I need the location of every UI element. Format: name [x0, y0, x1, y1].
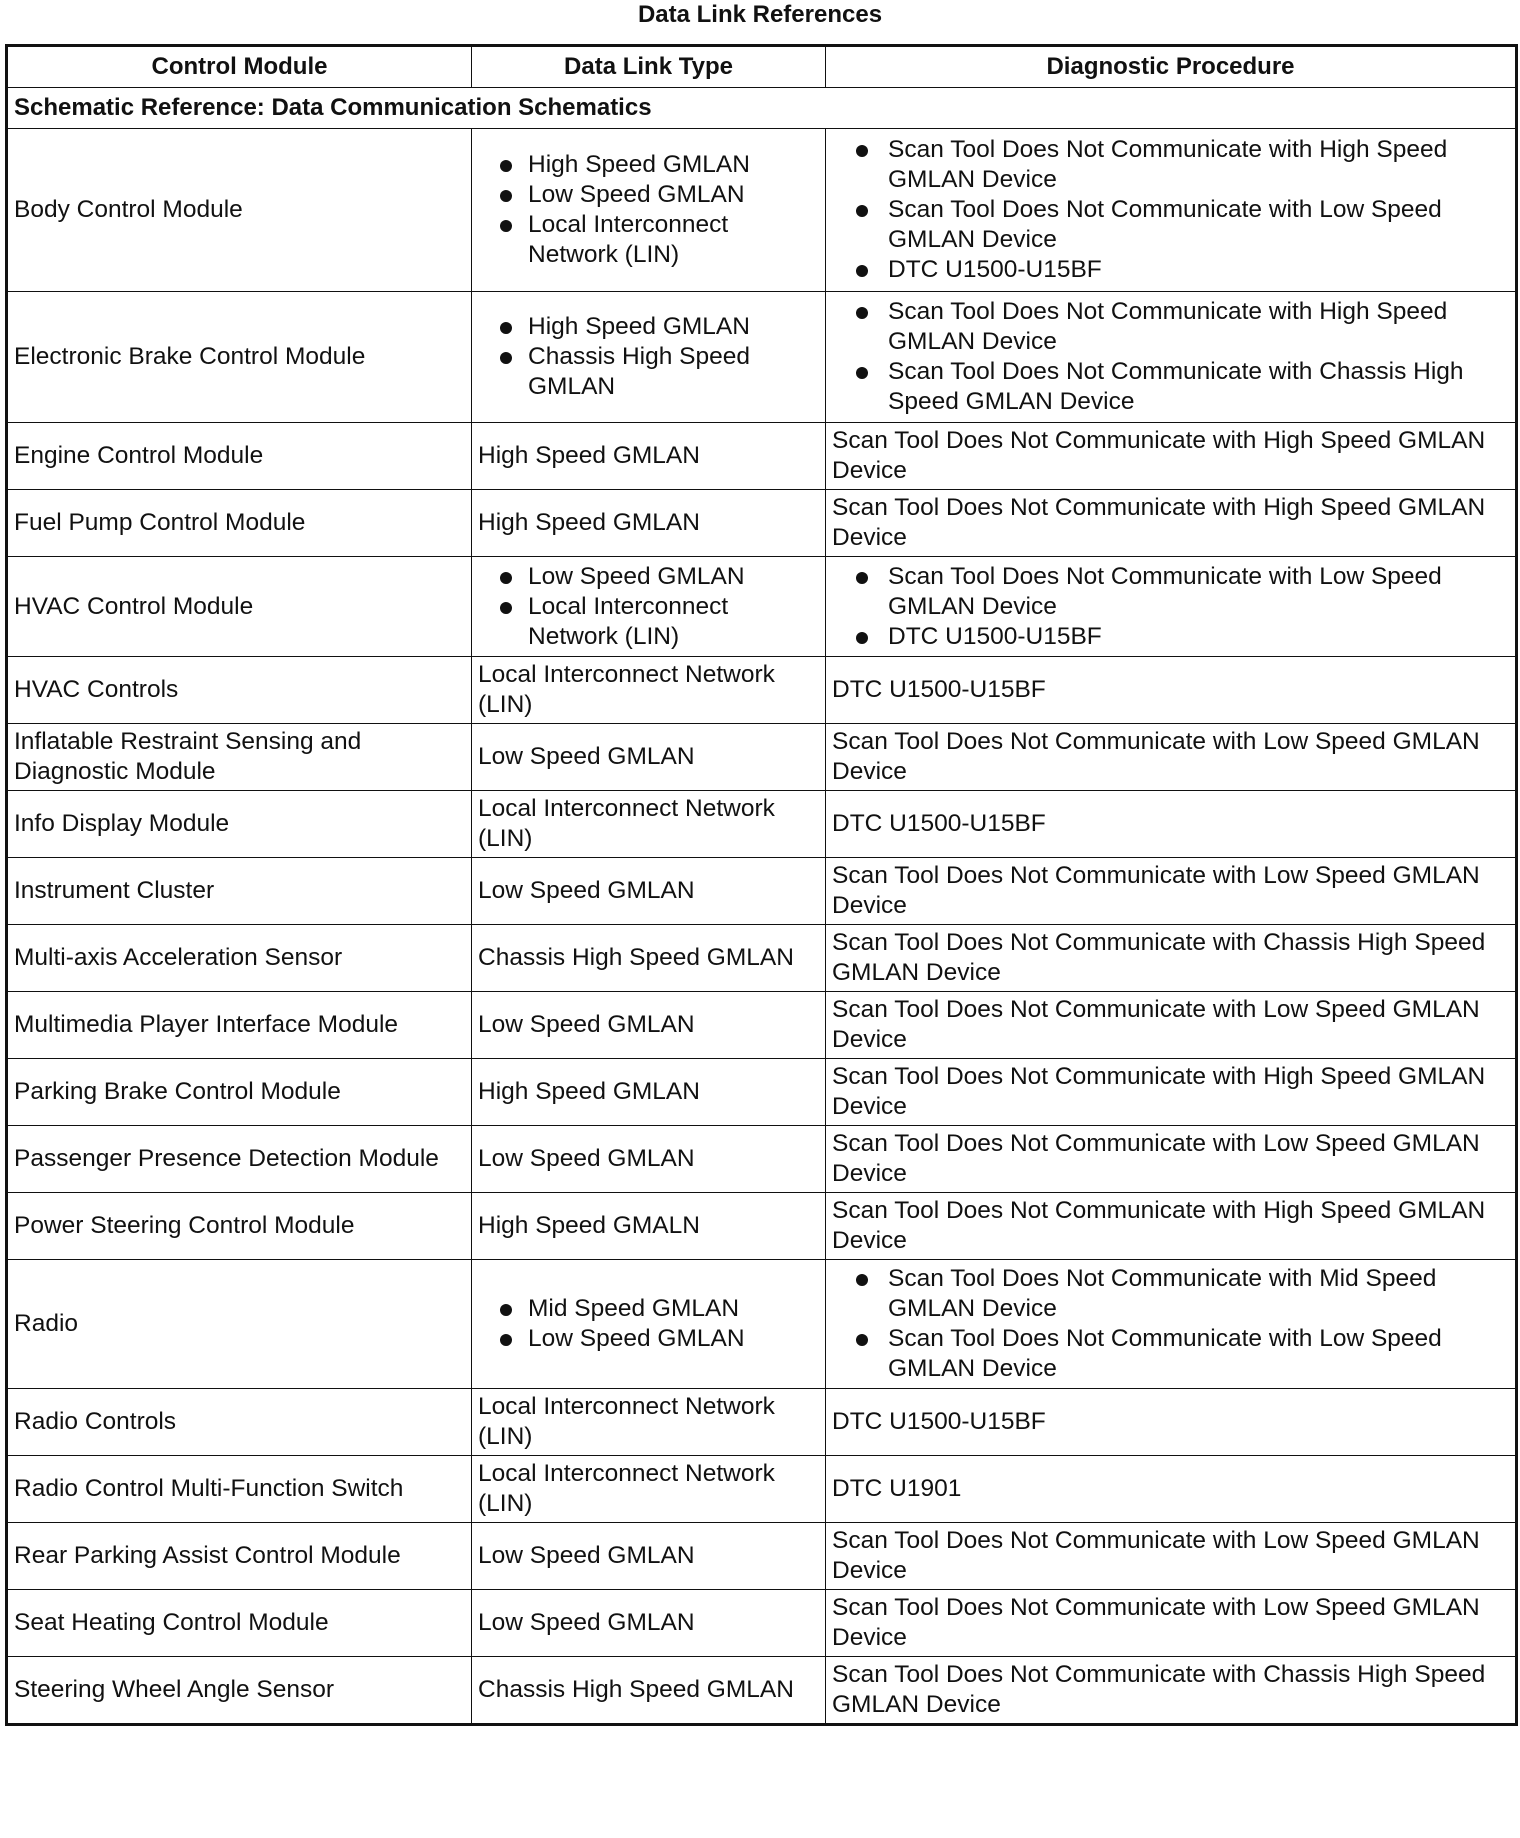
module-cell: Radio Control Multi-Function Switch — [7, 1456, 472, 1523]
link-type-item: Mid Speed GMLAN — [478, 1294, 819, 1324]
module-cell: HVAC Controls — [7, 657, 472, 724]
link-type-cell: Local Interconnect Network (LIN) — [472, 657, 826, 724]
procedure-item: DTC U1500-U15BF — [832, 255, 1509, 285]
link-type-cell: Local Interconnect Network (LIN) — [472, 791, 826, 858]
procedure-cell: DTC U1901 — [826, 1456, 1517, 1523]
table-row — [7, 490, 1517, 557]
header-data-link-type: Data Link Type — [472, 46, 826, 88]
table-row — [7, 1126, 1517, 1193]
link-type-cell — [472, 292, 826, 423]
page-title: Data Link References — [637, 1, 883, 28]
module-cell: Info Display Module — [7, 791, 472, 858]
procedure-cell: DTC U1500-U15BF — [826, 657, 1517, 724]
module-cell: Passenger Presence Detection Module — [7, 1126, 472, 1193]
table-row — [7, 657, 1517, 724]
procedure-cell: Scan Tool Does Not Communicate with Low Speed GMLAN Device — [826, 1523, 1517, 1590]
procedure-cell: Scan Tool Does Not Communicate with High Speed GMLAN Device — [826, 490, 1517, 557]
procedure-cell: Scan Tool Does Not Communicate with Low Speed GMLAN Device — [826, 724, 1517, 791]
module-cell: Seat Heating Control Module — [7, 1590, 472, 1657]
procedure-item: Scan Tool Does Not Communicate with Low Speed GMLAN Device — [832, 1324, 1509, 1384]
table-row — [7, 1260, 1517, 1389]
procedure-cell: Scan Tool Does Not Communicate with Low Speed GMLAN Device — [826, 858, 1517, 925]
table-row — [7, 1523, 1517, 1590]
link-type-cell: High Speed GMLAN — [472, 423, 826, 490]
header-control-module: Control Module — [7, 46, 472, 88]
procedure-item: Scan Tool Does Not Communicate with High Speed GMLAN Device — [832, 297, 1509, 357]
module-cell: Steering Wheel Angle Sensor — [7, 1657, 472, 1725]
module-cell: Rear Parking Assist Control Module — [7, 1523, 472, 1590]
link-type-cell: High Speed GMLAN — [472, 490, 826, 557]
procedure-cell — [826, 557, 1517, 657]
table-row — [7, 557, 1517, 657]
link-type-item: Low Speed GMLAN — [478, 180, 819, 210]
procedure-cell: Scan Tool Does Not Communicate with Low Speed GMLAN Device — [826, 1126, 1517, 1193]
procedure-cell: Scan Tool Does Not Communicate with Low Speed GMLAN Device — [826, 1590, 1517, 1657]
module-cell: Engine Control Module — [7, 423, 472, 490]
link-type-cell: Low Speed GMLAN — [472, 1590, 826, 1657]
header-row — [7, 46, 1517, 88]
header-diagnostic-procedure: Diagnostic Procedure — [826, 46, 1517, 88]
module-cell: Fuel Pump Control Module — [7, 490, 472, 557]
table-row — [7, 858, 1517, 925]
procedure-cell: Scan Tool Does Not Communicate with Chassis High Speed GMLAN Device — [826, 925, 1517, 992]
table-row — [7, 724, 1517, 791]
procedure-cell: Scan Tool Does Not Communicate with High Speed GMLAN Device — [826, 423, 1517, 490]
schematic-reference: Schematic Reference: Data Communication Schematics — [7, 88, 1517, 129]
table-row — [7, 1059, 1517, 1126]
procedure-item: Scan Tool Does Not Communicate with Chassis High Speed GMLAN Device — [832, 357, 1509, 417]
procedure-cell: DTC U1500-U15BF — [826, 791, 1517, 858]
link-type-cell: Low Speed GMLAN — [472, 1523, 826, 1590]
procedure-item: DTC U1500-U15BF — [832, 622, 1509, 652]
module-cell: Multimedia Player Interface Module — [7, 992, 472, 1059]
module-cell: HVAC Control Module — [7, 557, 472, 657]
link-type-cell: Low Speed GMLAN — [472, 724, 826, 791]
module-cell: Instrument Cluster — [7, 858, 472, 925]
table-row — [7, 129, 1517, 292]
procedure-cell — [826, 1260, 1517, 1389]
link-type-item: High Speed GMLAN — [478, 150, 819, 180]
procedure-item: Scan Tool Does Not Communicate with Mid Speed GMLAN Device — [832, 1264, 1509, 1324]
link-type-cell: Local Interconnect Network (LIN) — [472, 1456, 826, 1523]
module-cell: Radio Controls — [7, 1389, 472, 1456]
link-type-cell: Local Interconnect Network (LIN) — [472, 1389, 826, 1456]
procedure-item: Scan Tool Does Not Communicate with High Speed GMLAN Device — [832, 135, 1509, 195]
link-type-item: Local Interconnect Network (LIN) — [478, 592, 819, 652]
link-type-cell: Chassis High Speed GMLAN — [472, 925, 826, 992]
module-cell: Parking Brake Control Module — [7, 1059, 472, 1126]
table-row — [7, 1590, 1517, 1657]
module-cell: Inflatable Restraint Sensing and Diagnostic Module — [7, 724, 472, 791]
procedure-cell: Scan Tool Does Not Communicate with Chassis High Speed GMLAN Device — [826, 1657, 1517, 1725]
table-row — [7, 292, 1517, 423]
module-cell: Multi-axis Acceleration Sensor — [7, 925, 472, 992]
table-row — [7, 1193, 1517, 1260]
schematic-reference-row — [7, 88, 1517, 129]
link-type-cell: High Speed GMALN — [472, 1193, 826, 1260]
link-type-item: Low Speed GMLAN — [478, 1324, 819, 1354]
table-row — [7, 992, 1517, 1059]
link-type-cell: Low Speed GMLAN — [472, 992, 826, 1059]
link-type-cell: High Speed GMLAN — [472, 1059, 826, 1126]
procedure-cell: Scan Tool Does Not Communicate with High Speed GMLAN Device — [826, 1193, 1517, 1260]
link-type-item: High Speed GMLAN — [478, 312, 819, 342]
module-cell: Power Steering Control Module — [7, 1193, 472, 1260]
procedure-cell — [826, 292, 1517, 423]
table-row — [7, 423, 1517, 490]
link-type-cell: Chassis High Speed GMLAN — [472, 1657, 826, 1725]
procedure-cell: Scan Tool Does Not Communicate with High Speed GMLAN Device — [826, 1059, 1517, 1126]
table-row — [7, 1389, 1517, 1456]
module-cell: Body Control Module — [7, 129, 472, 292]
link-type-cell: Low Speed GMLAN — [472, 1126, 826, 1193]
table-row — [7, 1456, 1517, 1523]
table-row — [7, 925, 1517, 992]
procedure-item: Scan Tool Does Not Communicate with Low Speed GMLAN Device — [832, 195, 1509, 255]
link-type-cell — [472, 557, 826, 657]
table-row — [7, 1657, 1517, 1725]
link-type-cell — [472, 129, 826, 292]
link-type-item: Local Interconnect Network (LIN) — [478, 210, 819, 270]
procedure-item: Scan Tool Does Not Communicate with Low Speed GMLAN Device — [832, 562, 1509, 622]
link-type-item: Chassis High Speed GMLAN — [478, 342, 819, 402]
procedure-cell: Scan Tool Does Not Communicate with Low Speed GMLAN Device — [826, 992, 1517, 1059]
link-type-item: Low Speed GMLAN — [478, 562, 819, 592]
data-link-table — [5, 44, 1518, 1726]
procedure-cell: DTC U1500-U15BF — [826, 1389, 1517, 1456]
link-type-cell: Low Speed GMLAN — [472, 858, 826, 925]
module-cell: Radio — [7, 1260, 472, 1389]
link-type-cell — [472, 1260, 826, 1389]
module-cell: Electronic Brake Control Module — [7, 292, 472, 423]
table-row — [7, 791, 1517, 858]
procedure-cell — [826, 129, 1517, 292]
